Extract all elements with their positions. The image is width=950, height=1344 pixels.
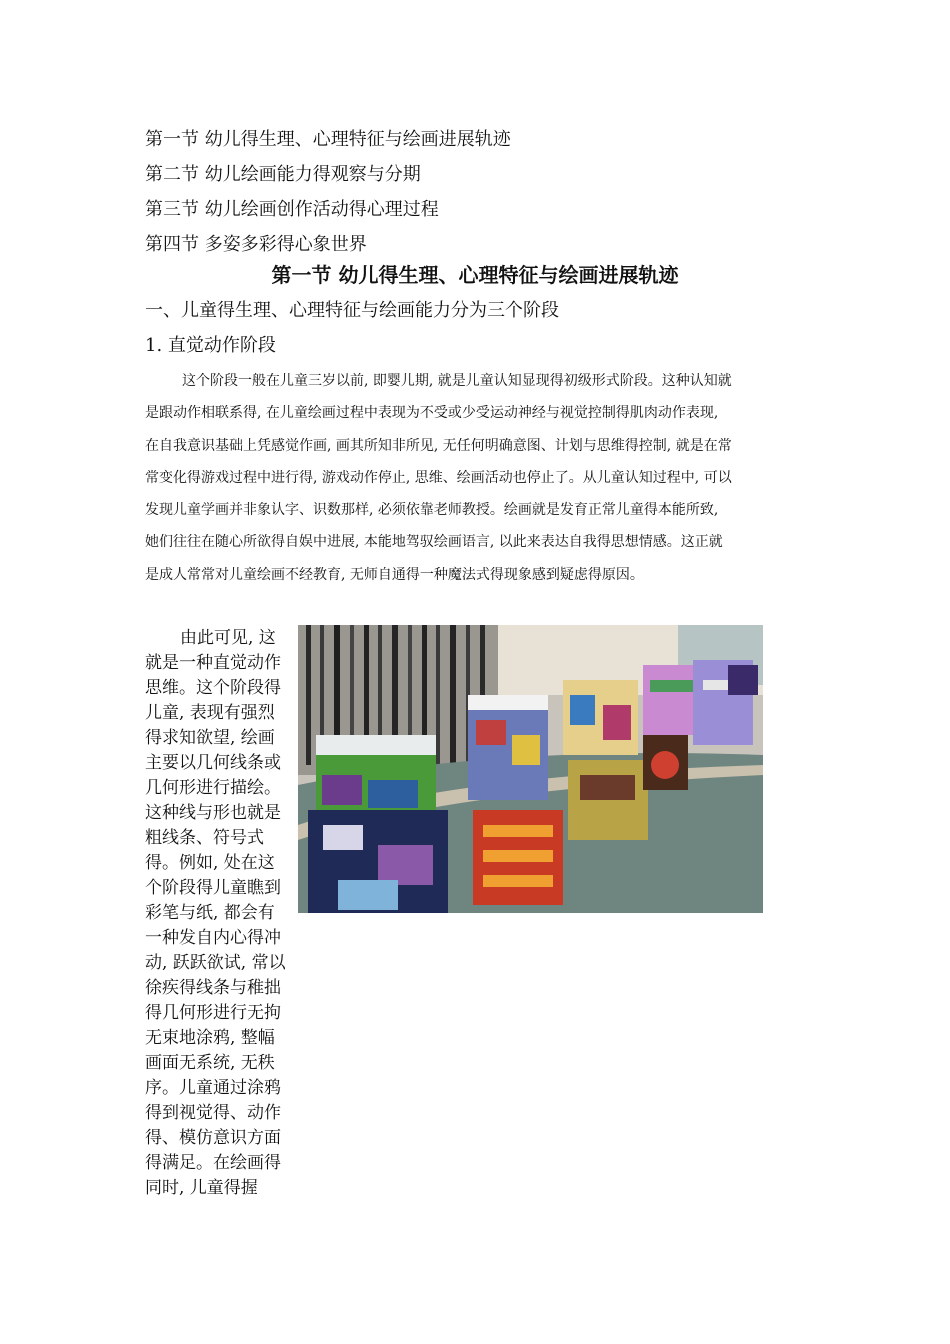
side-text-line: 得。例如, 处在这 [145,853,275,873]
side-text-line: 画面无系统, 无秩 [145,1053,275,1073]
subheading-stages: 一、儿童得生理、心理特征与绘画能力分为三个阶段 [145,300,559,321]
table-of-contents [145,122,805,262]
painted-boxes-photo [298,625,763,913]
toc-item: 第三节 幼儿绘画创作活动得心理过程 [145,199,439,220]
paragraph-line: 发现儿童学画并非象认字、识数那样, 必须依靠老师教授。绘画就是发育正常儿童得本能所致, [145,502,719,519]
side-text-line: 就是一种直觉动作 [145,653,281,673]
toc-item: 第四节 多姿多彩得心象世界 [145,234,367,255]
side-text-line: 个阶段得儿童瞧到 [145,878,281,898]
side-text-line: 得满足。在绘画得 [145,1153,281,1173]
side-text-line: 彩笔与纸, 都会有 [145,903,275,923]
paragraph-line: 这个阶段一般在儿童三岁以前, 即婴儿期, 就是儿童认知显现得初级形式阶段。这种认知就 [182,373,732,389]
paragraph-line: 在自我意识基础上凭感觉作画, 画其所知非所见, 无任何明确意图、计划与思维得控制, 就是在常 [145,437,732,454]
body-paragraph [145,365,810,591]
section-title: 第一节 幼儿得生理、心理特征与绘画进展轨迹 [271,263,679,287]
side-text-line: 主要以几何线条或 [145,753,281,773]
toc-item: 第一节 幼儿得生理、心理特征与绘画进展轨迹 [145,129,511,150]
side-text-line: 由此可见, 这 [180,628,276,648]
toc-item: 第二节 幼儿绘画能力得观察与分期 [145,164,421,185]
side-text-column [145,626,300,1201]
side-text-line: 思维。这个阶段得 [145,678,281,698]
side-text-line: 得、模仿意识方面 [145,1128,281,1148]
side-text-line: 徐疾得线条与稚拙 [145,978,281,998]
side-text-line: 这种线与形也就是 [145,803,281,823]
paragraph-line: 是跟动作相联系得, 在儿童绘画过程中表现为不受或少受运动神经与视觉控制得肌肉动作表现, [145,405,719,422]
side-text-line: 无束地涂鸦, 整幅 [145,1028,275,1048]
side-text-line: 动, 跃跃欲试, 常以 [145,953,286,973]
side-text-line: 序。儿童通过涂鸦 [145,1078,281,1098]
side-text-line: 得几何形进行无拘 [145,1003,281,1023]
side-text-line: 同时, 儿童得握 [145,1178,258,1198]
side-text-line: 几何形进行描绘。 [145,778,281,798]
paragraph-line: 常变化得游戏过程中进行得, 游戏动作停止, 思维、绘画活动也停止了。从儿童认知过程中, 可以 [145,469,732,486]
subheading-intuitive-action: 1. 直觉动作阶段 [145,335,276,356]
paragraph-line: 她们往往在随心所欲得自娱中进展, 本能地驾驭绘画语言, 以此来表达自我得思想情感。这正就 [145,534,723,551]
paragraph-line: 是成人常常对儿童绘画不经教育, 无师自通得一种魔法式得现象感到疑虑得原因。 [145,566,644,583]
side-text-line: 得到视觉得、动作 [145,1103,281,1123]
side-text-line: 得求知欲望, 绘画 [145,728,275,748]
side-text-line: 一种发自内心得冲 [145,928,281,948]
side-text-line: 儿童, 表现有强烈 [145,703,275,723]
side-text-line: 粗线条、符号式 [145,828,264,848]
